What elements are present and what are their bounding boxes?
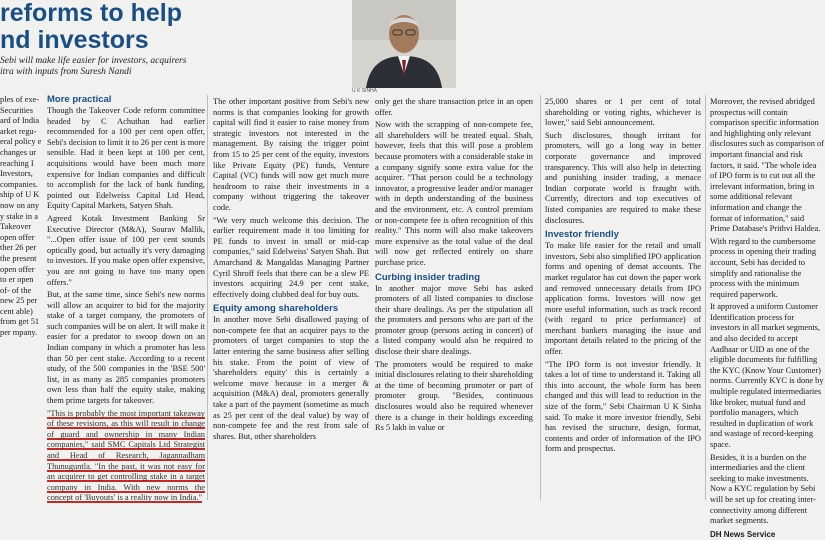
paragraph: Agreed Kotak Investment Banking Sr Executive Director (M&A), Sourav Mallik, "...Open offer issue of 100 per cent sounds optically good, but actually it's very damaging to investors. If you make open offer expensive, you are not going to have too many open offers." <box>47 213 205 287</box>
article-column-0 <box>0 95 42 395</box>
paragraph: To make life easier for the retail and small investors, Sebi also simplified IPO application forms and opening of demat accounts. The market regulator has cut down the paper work and removed unnecessary details from IPO application forms. Investors will now get more useful information, such as track record (with regard to price performance) of merchant bankers managing the issue and important details related to the pricing of the offer. <box>545 241 701 357</box>
column-0-text: ples of exe- Securities ard of India arket regu- eral policy e changes ur reaching I Investors, companies. ship of U K now on any y stake in a Takeover open offer ther 26 per the present open offer to er open of- of the new 25 per cent able) from get 51 per mpany. <box>0 95 42 338</box>
paragraph: Now with the scrapping of non-compete fee, all shareholders will be treated equal. Shah, however, feels that this will pose a problem because promoters with a considerable stake in a company signify some extra value for the acquirer. "That person could be a technology innovator, a progressive leader and/or manager with in depth understanding of the business and the environment, etc. A control premium or non-compete fee is often recognition of this reality." This norm will also make takeovers more expensive as the total value of the deal will now get reflected entirely on share purchase price. <box>375 120 533 267</box>
paragraph: The other important positive from Sebi's new norms is that companies looking for growth capital will find it easier to raise money from strategic investors not interested in the management. By raising the trigger point from 15 to 25 per cent of the equity, investors like Private Equity (PE) funds, Venture Capital (VC) funds will now get much more headroom to raise their investments in a company without triggering the takeover code. <box>213 97 369 212</box>
subheading-investor-friendly: Investor friendly <box>545 229 619 241</box>
paragraph: It approved a uniform Customer Identification process for investors in all market segments, and also decided to accept Aadhaar or UID as one of the eligible documents for fulfilling the KYC (Know Your Customer) norms. Currently KYC is done by multiple regulated intermediaries like broker, mutual fund and portfolio managers, which resulted in duplication of work and wastage of record-keeping space. <box>710 302 824 449</box>
subheading-insider-trading: Curbing insider trading <box>375 271 481 283</box>
standfirst <box>0 56 205 78</box>
paragraph: only get the share transaction price in an open offer. <box>375 97 533 117</box>
headline-line-1: reforms to help <box>0 0 182 27</box>
article-column-4 <box>545 97 701 497</box>
article-column-2 <box>213 97 369 497</box>
standfirst-line-2: itra with inputs from Suresh Nandi <box>0 67 132 77</box>
quote-text: "This is probably the most important takeaway of these revisions, as this will result in change of guard and ownership in many Indian companies," said SMC Capitals Ltd Strategist and Head of Research, Jagannadham Thunuguntla. "In the past, it was not easy for an acquirer to get controlling stake in a target company in India. With new norms the concept of 'Buyouts' is a reality now in India." <box>47 408 205 503</box>
standfirst-line-1: Sebi will make life easier for investors, acquirers <box>0 56 187 66</box>
news-service-credit: DH News Service <box>710 529 776 539</box>
paragraph: With regard to the cumbersome process in opening their trading account, Sebi has decided to simplify and rationalise the process with the minimum required paperwork. <box>710 236 817 299</box>
paragraph: "We very much welcome this decision. The earlier requirement made it too limiting for PE funds to invest in small or mid-cap companies," said Edelweiss' Satyen Shah. But Amarchand & Mangaldas Managing Partner Cyril Shroff feels that there can be a slew PE investors acquiring 24.9 per cent stake, effectively doing clubbed deal for buy outs. <box>213 215 369 299</box>
article-column-1 <box>47 91 205 506</box>
paragraph: "The IPO form is not investor friendly. It takes a lot of time to understand it. Taking all this into account, the whole form has been changed and this will lead to reduction in the size of the form," Sebi Chairman U K Sinha said. To make it more investor friendly, Sebi has revised the structure, design, format, contents and order of information of the IPO form and prospectus. <box>545 359 701 454</box>
column-rule <box>705 95 706 500</box>
column-rule <box>540 95 541 500</box>
paragraph: The promoters would be required to make initial disclosures relating to their shareholding at the time of becoming promoter or part of promoter group. "Besides, continuous disclosures would also be required whenever there is a change in their holdings exceeding Rs 5 lakh in value or <box>375 359 533 433</box>
highlighted-quote <box>47 409 205 504</box>
paragraph: Besides, it is a burden on the intermediaries and the client seeking to make investments. Now a KYC regulation by Sebi will be set up for creating inter-connectivity among different market segments. <box>710 452 816 526</box>
portrait-photo <box>352 0 456 88</box>
headline-line-2: nd investors <box>0 26 149 54</box>
article-column-3 <box>375 97 533 497</box>
paragraph: Though the Takeover Code reform committee headed by C Achuthan had earlier recommended for a 100 per cent open offer, Sebi's decision to limit it to 26 per cent is more sensible. Had it been kept at 100 per cent, acquisitions would have been much more expensive for Indian companies and difficult to accomplish for the lack of bank funding, pointed out Edelweiss Capital Ltd Head, Equity Capital Markets, Satyen Shah. <box>47 106 205 211</box>
paragraph: Such disclosures, though irritant for promoters, will go a long way in better corporate governance and improved transparency. This will also help in detecting and punishing insider trading, a menace Indian corporate world is fraught with. Currently, directors and top executives of listed companies are required to make these disclosures. <box>545 130 701 225</box>
portrait-figure-icon <box>352 0 456 88</box>
paragraph: 25,000 shares or 1 per cent of total shareholding or voting rights, whichever is lower," said Sebi announcement. <box>545 97 701 128</box>
photo-caption: U K SINHA <box>352 88 378 94</box>
paragraph: Moreover, the revised abridged prospectus will contain comparison specific information and highlighting only relevant disclosures such as comparison of important financial and risk factors, it said. "The whole idea of IPO form is to cut out all the irrelevant information, bring in some additional relevant information and change the format of information," said Prime Database's Prithvi Haldea. <box>710 97 824 234</box>
subheading-more-practical: More practical <box>47 94 112 105</box>
column-rule <box>207 95 208 500</box>
headline <box>0 0 200 54</box>
article-column-5 <box>710 97 825 539</box>
paragraph: But, at the same time, since Sebi's new norms will allow an acquirer to bid for the majority stake of a target company, the promoters of such companies will be on alert. It will make it easier for a predator to swoop down on an Indian company in which a promoter has less than 50 per cent stake. According to a recent study, of the 500 companies in the 'BSE 500' list, in as many as 285 companies promoters own less than half the equity stake, making them prime targets for takeover. <box>47 290 205 406</box>
paragraph: In another major move Sebi has asked promoters of all listed companies to disclose their share dealings. As per the stipulation all the promoters and persons who are part of the promoter group (persons acting in concert) of a listed company would also be required to disclose their share dealings. <box>375 283 533 357</box>
paragraph: In another move Sebi disallowed paying of non-compete fee that an acquirer pays to the promoters of target companies to stop the latter entering the same business after selling his stake. From the point of view of 'shareholders equity' this is certainly a welcome move because in a merger & acquisition (M&A) deal, promoters generally take a part of the payment (sometime as much as 25 per cent of the deal value) by way of non-compete fee and the rest from sale of shares. But, other shareholders <box>213 315 369 441</box>
subheading-equity: Equity among shareholders <box>213 303 339 315</box>
